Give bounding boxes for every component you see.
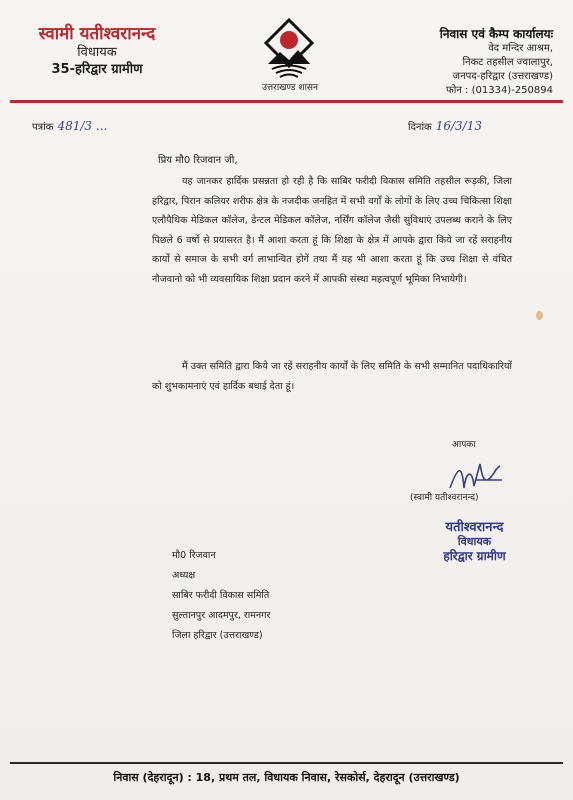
- footer-divider: [10, 762, 563, 764]
- reference-value: 481/3 ...: [57, 119, 108, 133]
- reference-label: पत्रांक: [32, 122, 54, 133]
- office-address-block: [363, 26, 553, 98]
- reference-number: [32, 119, 107, 133]
- sender-name: स्वामी यतीश्वरानन्द: [38, 24, 156, 44]
- letter-date: [408, 119, 482, 133]
- recipient-line: साबिर फरीदी विकास समिति: [172, 590, 270, 601]
- letter-paragraph: यह जानकर हार्दिक प्रसन्नता हो रही है कि साबिर फरीदी विकास समिति तहसील रूड़की, जिला हरिद्वार, पिरान कलियर शरीफ क्षेत्र के नजदीक जनहित में सभी वर्गों के लोगों के लिए उच्च चिकित्सा शिक्षा एलौपैथिक मेडिकल कॉलेज, डेन्टल मेडिकल कॉलेज, नर्सिंग कॉलेज जैसी सुविधाएं उपलब्ध कराने के लिए पिछले 6 वर्षो से प्रयासरत है। मैं आशा करता हूं कि शिक्षा के क्षेत्र में आपके द्वारा किये जा रहें सराहनीय कार्यो से समाज के सभी वर्ग लाभान्वित होगें तथा मैं यह भी आशा करता हूं कि उच्च शिक्षा से वंचित नौजवानो को भी व्यवसायिक शिक्षा प्रदान करने में आपकी संस्था महत्वपूर्ण भूमिका निभायेगी।: [152, 176, 512, 285]
- letter-paragraph: मैं उक्त समिति द्वारा किये जा रहें सराहनीय कार्यों के लिए समिति के सभी सम्मानित पदाधिकारियों को शुभकामनाएं एवं हार्दिक बधाई देता हूं।: [152, 361, 512, 392]
- address-line: जनपद-हरिद्वार (उत्तराखण्ड): [452, 71, 553, 82]
- sender-role: विधायक: [77, 45, 117, 60]
- footer-address: निवास (देहरादून) : 18, प्रथम तल, विधायक निवास, रेसकोर्स, देहरादून (उत्तराखण्ड): [113, 771, 460, 784]
- address-line: वेद मन्दिर आश्रम,: [488, 43, 553, 54]
- header-divider: [10, 100, 563, 103]
- emblem-caption: उत्तराखण्ड शासन: [261, 83, 318, 93]
- recipient-line: मौ0 रिजवान: [172, 550, 216, 561]
- recipient-address: [172, 546, 270, 646]
- ink-mark: [536, 311, 543, 320]
- salutation: प्रिय मौ0 रिजवान जी,: [158, 155, 238, 166]
- uttarakhand-emblem-icon: [254, 18, 324, 78]
- stamp-line: विधायक: [457, 535, 492, 548]
- closing: आपका: [452, 440, 476, 450]
- sender-constituency: 35-हरिद्वार ग्रामीण: [51, 62, 143, 77]
- recipient-line: जिला हरिद्वार (उत्तराखण्ड): [172, 630, 263, 641]
- official-stamp: [412, 520, 537, 564]
- address-line: निकट तहसील ज्वालापुर,: [462, 57, 553, 68]
- office-title: निवास एवं कैम्प कार्यालयः: [439, 27, 553, 41]
- recipient-line: सुल्तानपुर आदमपुर, रामनगर: [172, 610, 271, 621]
- sender-block: [32, 24, 162, 78]
- date-value: 16/3/13: [435, 119, 482, 133]
- recipient-line: अध्यक्ष: [172, 570, 196, 581]
- stamp-line: हरिद्वार ग्रामीण: [443, 549, 506, 563]
- phone-line: फोन : (01334)-250894: [446, 85, 553, 96]
- signatory-name: (स्वामी यतीश्वरानन्द): [410, 493, 479, 503]
- date-label: दिनांक: [408, 122, 432, 133]
- stamp-line: यतीश्वरानन्द: [445, 520, 504, 535]
